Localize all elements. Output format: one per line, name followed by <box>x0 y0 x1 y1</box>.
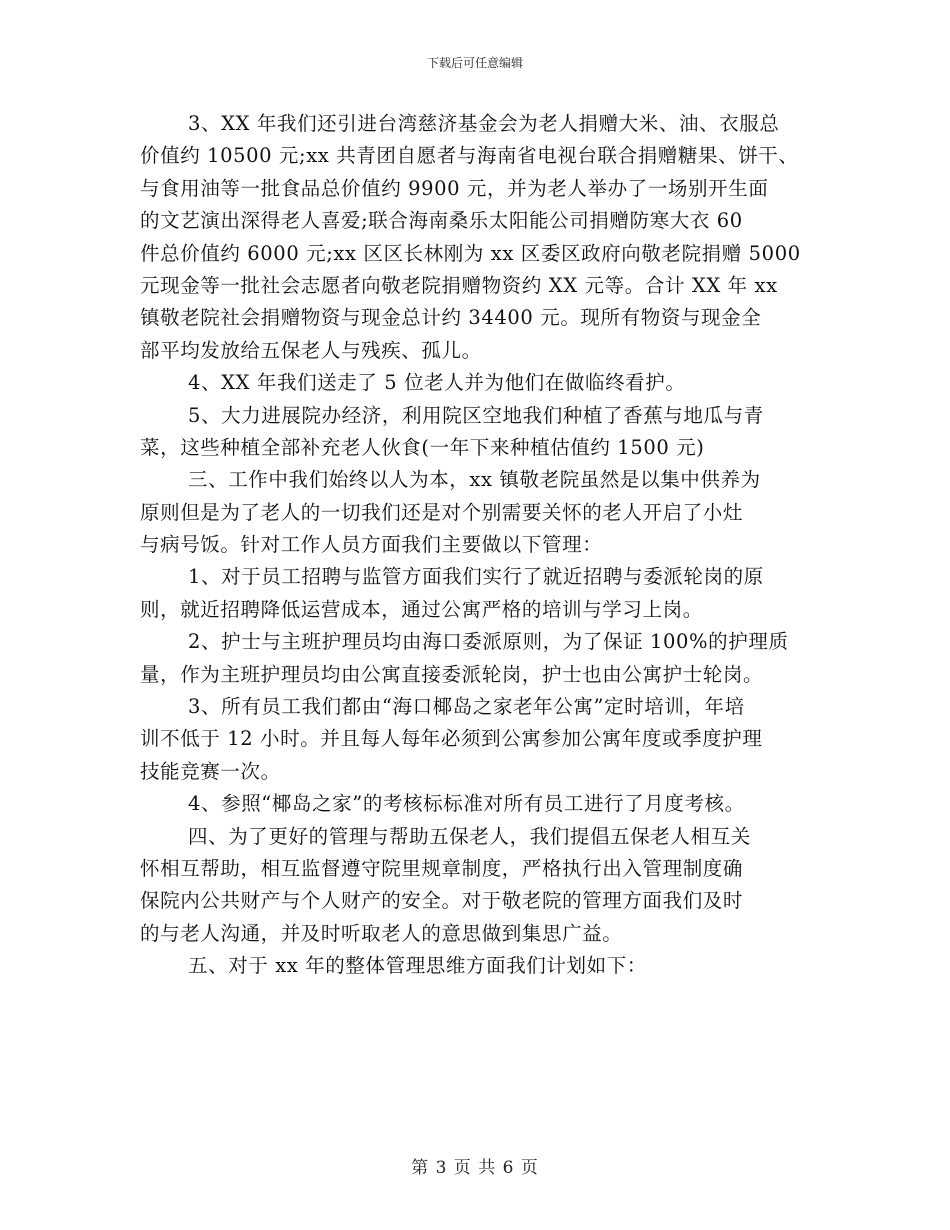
text-line: 菜，这些种植全部补充老人伙食(一年下来种植估值约 1500 元) <box>140 435 705 459</box>
text-line: 保院内公共财产与个人财产的安全。对于敬老院的管理方面我们及时 <box>140 889 744 913</box>
text-line: 则，就近招聘降低运营成本，通过公寓严格的培训与学习上岗。 <box>140 597 703 621</box>
text-line: 与食用油等一批食品总价值约 9900 元，并为老人举办了一场别开生面 <box>140 176 769 200</box>
text-line: 4、参照“椰岛之家”的考核标标准对所有员工进行了月度考核。 <box>188 792 745 816</box>
text-line: 原则但是为了老人的一切我们还是对个别需要关怀的老人开启了小灶 <box>140 500 744 524</box>
text-line: 训不低于 12 小时。并且每人每年必须到公寓参加公寓年度或季度护理 <box>140 727 763 751</box>
text-line: 技能竞赛一次。 <box>140 759 281 783</box>
page-footer <box>0 1153 950 1178</box>
page-header <box>0 54 950 71</box>
document-body <box>140 108 820 983</box>
header-note: 下载后可任意编辑 <box>426 56 523 70</box>
text-line: 3、XX 年我们还引进台湾慈济基金会为老人捐赠大米、油、衣服总 <box>188 112 780 135</box>
text-line: 5、大力进展院办经济，利用院区空地我们种植了香蕉与地瓜与青 <box>188 403 764 427</box>
text-line: 价值约 10500 元;xx 共青团自愿者与海南省电视台联合捐赠糖果、饼干、 <box>140 144 799 168</box>
text-line: 三、工作中我们始终以人为本，xx 镇敬老院虽然是以集中供养为 <box>188 468 761 492</box>
text-line: 4、XX 年我们送走了 5 位老人并为他们在做临终看护。 <box>188 371 686 395</box>
text-line: 1、对于员工招聘与监管方面我们实行了就近招聘与委派轮岗的原 <box>188 565 764 589</box>
text-line: 五、对于 xx 年的整体管理思维方面我们计划如下： <box>188 954 647 978</box>
page-number: 第 3 页 共 6 页 <box>411 1158 539 1178</box>
text-line: 3、所有员工我们都由“海口椰岛之家老年公寓”定时培训，年培 <box>188 695 745 719</box>
text-line: 件总价值约 6000 元;xx 区区长林刚为 xx 区委区政府向敬老院捐赠 5000 <box>140 241 801 265</box>
text-line: 四、为了更好的管理与帮助五保老人，我们提倡五保老人相互关 <box>188 824 751 848</box>
text-line: 的文艺演出深得老人喜爱;联合海南桑乐太阳能公司捐赠防寒大衣 60 <box>140 209 743 233</box>
text-line: 怀相互帮助，相互监督遵守院里规章制度，严格执行出入管理制度确 <box>140 856 744 880</box>
text-line: 部平均发放给五保老人与残疾、孤儿。 <box>140 338 482 362</box>
text-line: 量，作为主班护理员均由公寓直接委派轮岗，护士也由公寓护士轮岗。 <box>140 662 764 686</box>
text-line: 的与老人沟通，并及时听取老人的意思做到集思广益。 <box>140 921 623 945</box>
text-line: 2、护士与主班护理员均由海口委派原则，为了保证 100%的护理质 <box>188 630 789 654</box>
text-line: 与病号饭。针对工作人员方面我们主要做以下管理： <box>140 533 603 557</box>
text-line: 镇敬老院社会捐赠物资与现金总计约 34400 元。现所有物资与现金全 <box>140 306 762 330</box>
text-line: 元现金等一批社会志愿者向敬老院捐赠物资约 XX 元等。合计 XX 年 xx <box>140 273 778 297</box>
